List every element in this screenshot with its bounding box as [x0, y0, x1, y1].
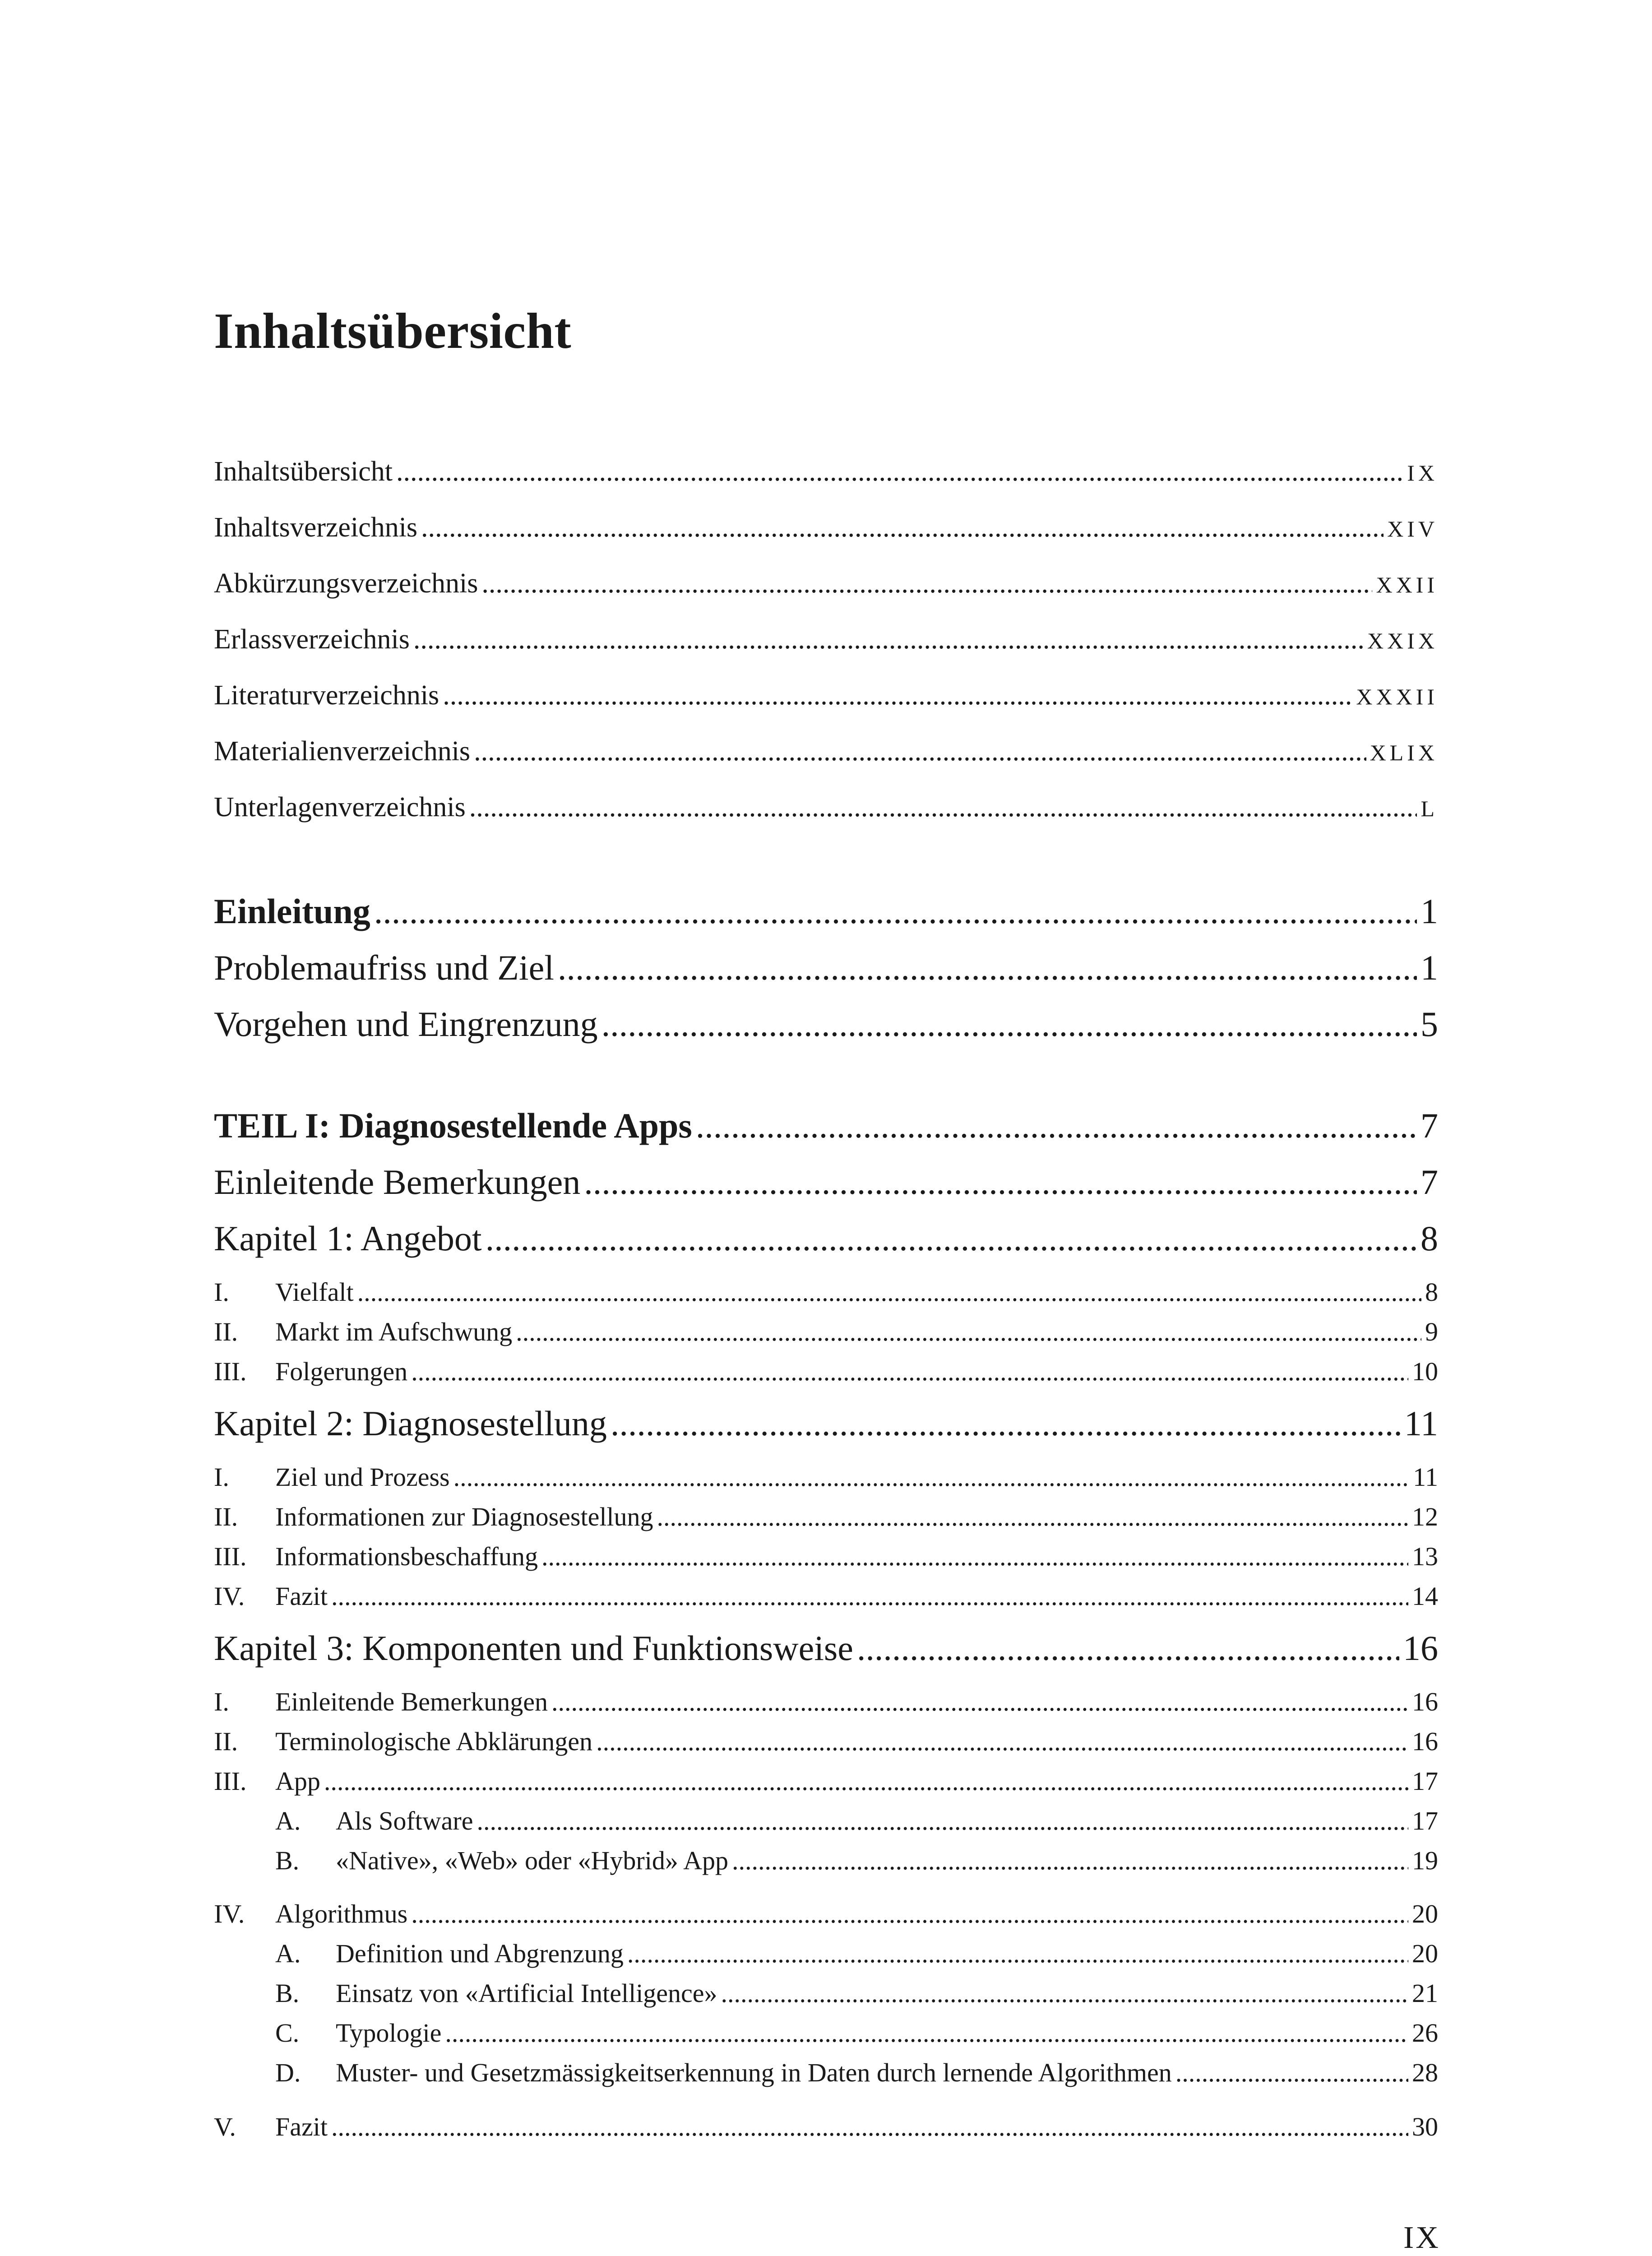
toc-entry-label: Markt im Aufschwung [275, 1317, 513, 1346]
leader-dots [331, 2112, 1408, 2142]
leader-dots [481, 568, 1372, 600]
toc-entry-page: 20 [1412, 1899, 1438, 1928]
leader-dots [443, 680, 1352, 712]
leader-dots [551, 1687, 1408, 1717]
leader-dots [331, 1581, 1408, 1611]
leader-dots [396, 456, 1403, 488]
page-number: IX [1403, 2220, 1440, 2255]
toc-entry-subsubsection[interactable] [275, 1978, 1438, 2008]
toc-entry-label: Kapitel 1: Angebot [214, 1219, 482, 1258]
leader-dots [558, 948, 1417, 988]
toc-entry-label: Inhaltsübersicht [214, 456, 393, 487]
toc-entry-subsection[interactable] [214, 1726, 1438, 1757]
toc-entry-label: Ziel und Prozess [275, 1462, 450, 1492]
toc-entry-page: XLIX [1370, 740, 1438, 765]
toc-entry-section[interactable] [214, 1004, 1438, 1045]
toc-entry-page: 28 [1412, 2058, 1438, 2087]
toc-entry-number: C. [275, 2018, 300, 2048]
leader-dots [857, 1628, 1399, 1669]
toc-entry-number: A. [275, 1806, 301, 1835]
toc-entry-number: III. [214, 1542, 247, 1571]
leader-dots [421, 512, 1384, 544]
leader-dots [721, 1978, 1408, 2008]
toc-entry-number: A. [275, 1939, 301, 1968]
toc-heading-teil-1[interactable] [214, 1105, 1438, 1146]
leader-dots [602, 1004, 1417, 1045]
toc-entry-front[interactable] [214, 680, 1438, 712]
toc-entry-label: Inhaltsverzeichnis [214, 512, 418, 543]
toc-entry-page: 11 [1413, 1462, 1438, 1492]
leader-dots [1175, 2057, 1408, 2088]
toc-entry-number: I. [214, 1277, 229, 1307]
toc-entry-label: Kapitel 2: Diagnosestellung [214, 1404, 607, 1443]
toc-entry-page: 8 [1421, 1219, 1438, 1258]
toc-entry-page: 7 [1421, 1162, 1438, 1202]
toc-entry-section[interactable] [214, 948, 1438, 988]
leader-dots [445, 2018, 1408, 2048]
toc-entry-label: App [275, 1766, 320, 1796]
toc-entry-label: «Native», «Web» oder «Hybrid» App [336, 1846, 728, 1875]
toc-entry-front[interactable] [214, 735, 1438, 767]
toc-entry-page: 8 [1425, 1277, 1438, 1307]
toc-chapter-heading[interactable] [214, 1218, 1438, 1259]
toc-entry-page: XXII [1376, 572, 1438, 597]
toc-entry-subsubsection[interactable] [275, 1806, 1438, 1836]
toc-entry-section[interactable] [214, 1162, 1438, 1202]
toc-entry-front[interactable] [214, 568, 1438, 600]
leader-dots [324, 1766, 1408, 1796]
toc-entry-label: Fazit [275, 1581, 328, 1611]
leader-dots [596, 1726, 1408, 1757]
toc-entry-number: B. [275, 1846, 300, 1875]
toc-entry-label: Terminologische Abklärungen [275, 1727, 593, 1756]
toc-entry-number: IV. [214, 1899, 245, 1928]
toc-entry-page: 5 [1421, 1004, 1438, 1044]
leader-dots [357, 1277, 1421, 1307]
toc-entry-label: Kapitel 3: Komponenten und Funktionsweise [214, 1628, 853, 1668]
leader-dots [611, 1403, 1401, 1444]
toc-entry-page: 1 [1421, 892, 1438, 931]
toc-entry-front[interactable] [214, 624, 1438, 656]
toc-entry-label: Abkürzungsverzeichnis [214, 568, 478, 599]
leader-dots [477, 1806, 1408, 1836]
toc-entry-label: Problemaufriss und Ziel [214, 948, 554, 987]
toc-entry-page: 26 [1412, 2018, 1438, 2048]
toc-entry-page: 14 [1412, 1581, 1438, 1611]
leader-dots [541, 1541, 1408, 1572]
leader-dots [374, 891, 1417, 932]
toc-entry-subsection[interactable] [214, 1502, 1438, 1532]
toc-entry-subsubsection[interactable] [275, 2018, 1438, 2048]
toc-entry-page: 1 [1421, 948, 1438, 987]
toc-entry-label: Muster- und Gesetzmässigkeitserkennung in Daten durch lernende Algorithmen [336, 2058, 1172, 2087]
toc-entry-front[interactable] [214, 456, 1438, 488]
toc-entry-label: Erlassverzeichnis [214, 624, 410, 655]
leader-dots [584, 1162, 1417, 1202]
toc-entry-label: Vielfalt [275, 1277, 354, 1307]
toc-entry-page: XXIX [1367, 628, 1438, 653]
toc-entry-label: Unterlagenverzeichnis [214, 792, 466, 823]
leader-dots [411, 1356, 1408, 1387]
toc-entry-label: Folgerungen [275, 1357, 408, 1386]
toc-entry-page: 17 [1412, 1766, 1438, 1796]
leader-dots [411, 1899, 1408, 1929]
toc-entry-page: 12 [1412, 1502, 1438, 1531]
toc-entry-front[interactable] [214, 791, 1438, 823]
toc-entry-subsection[interactable] [214, 1317, 1438, 1347]
toc-entry-front[interactable] [214, 512, 1438, 544]
leader-dots [413, 624, 1364, 656]
toc-chapter-heading[interactable] [214, 1403, 1438, 1444]
toc-entry-label: Algorithmus [275, 1899, 408, 1928]
toc-entry-subsection[interactable] [214, 1687, 1438, 1717]
toc-entry-subsection[interactable] [214, 1899, 1438, 1929]
toc-heading-einleitung[interactable] [214, 891, 1438, 932]
toc-entry-page: 10 [1412, 1357, 1438, 1386]
toc-entry-page: 19 [1412, 1846, 1438, 1875]
leader-dots [474, 735, 1366, 767]
toc-entry-number: II. [214, 1317, 238, 1346]
toc-entry-page: L [1421, 796, 1438, 821]
toc-entry-subsection[interactable] [214, 1541, 1438, 1572]
toc-entry-page: 30 [1412, 2112, 1438, 2141]
toc-entry-number: B. [275, 1979, 300, 2008]
toc-entry-page: 16 [1403, 1628, 1438, 1668]
toc-entry-number: I. [214, 1687, 229, 1716]
leader-dots [696, 1105, 1417, 1146]
toc-entry-number: D. [275, 2058, 301, 2087]
toc-entry-number: IV. [214, 1581, 245, 1611]
toc-entry-subsection[interactable] [214, 1356, 1438, 1387]
toc-entry-label: Vorgehen und Eingrenzung [214, 1004, 598, 1044]
toc-entry-label: Einsatz von «Artificial Intelligence» [336, 1979, 717, 2008]
toc-entry-subsection[interactable] [214, 1581, 1438, 1611]
toc-entry-page: 11 [1404, 1404, 1438, 1443]
toc-entry-number: I. [214, 1462, 229, 1492]
toc-entry-page: 16 [1412, 1687, 1438, 1716]
toc-entry-label: Einleitende Bemerkungen [214, 1162, 581, 1202]
toc-entry-page: XXXII [1356, 684, 1438, 709]
toc-entry-subsection[interactable] [214, 1766, 1438, 1796]
toc-entry-page: 7 [1421, 1106, 1438, 1145]
toc-entry-subsection[interactable] [214, 2112, 1438, 2142]
toc-entry-label: Einleitung [214, 892, 370, 931]
toc-entry-label: Literaturverzeichnis [214, 680, 440, 711]
toc-entry-label: TEIL I: Diagnosestellende Apps [214, 1106, 692, 1145]
toc-entry-label: Materialienverzeichnis [214, 736, 471, 767]
toc-entry-number: II. [214, 1727, 238, 1756]
toc-entry-subsubsection[interactable] [275, 1938, 1438, 1969]
toc-entry-number: II. [214, 1502, 238, 1531]
toc-entry-label: Informationsbeschaffung [275, 1542, 538, 1571]
leader-dots [732, 1845, 1408, 1876]
leader-dots [469, 791, 1417, 823]
toc-entry-subsection[interactable] [214, 1462, 1438, 1492]
page-title: Inhaltsübersicht [214, 303, 572, 359]
toc-entry-subsubsection[interactable] [275, 1845, 1438, 1876]
leader-dots [657, 1502, 1408, 1532]
toc-entry-page: 13 [1412, 1542, 1438, 1571]
toc-entry-label: Als Software [336, 1806, 473, 1835]
toc-entry-number: V. [214, 2112, 236, 2141]
leader-dots [516, 1317, 1421, 1347]
toc-entry-label: Fazit [275, 2112, 328, 2141]
toc-entry-page: 21 [1412, 1979, 1438, 2008]
toc-entry-label: Informationen zur Diagnosestellung [275, 1502, 653, 1531]
toc-entry-page: 9 [1425, 1317, 1438, 1346]
leader-dots [627, 1938, 1408, 1969]
toc-chapter-heading[interactable] [214, 1628, 1438, 1669]
toc-entry-page: 16 [1412, 1727, 1438, 1756]
leader-dots [453, 1462, 1410, 1492]
leader-dots [486, 1218, 1417, 1259]
toc-entry-label: Einleitende Bemerkungen [275, 1687, 548, 1716]
toc-entry-page: 17 [1412, 1806, 1438, 1835]
toc-entry-number: III. [214, 1357, 247, 1386]
toc-entry-label: Definition und Abgrenzung [336, 1939, 624, 1968]
toc-entry-page: 20 [1412, 1939, 1438, 1968]
toc-entry-subsection[interactable] [214, 1277, 1438, 1307]
toc-entry-page: IX [1407, 460, 1438, 485]
toc-entry-page: XIV [1387, 516, 1438, 541]
toc-entry-subsubsection[interactable] [275, 2057, 1438, 2088]
toc-entry-number: III. [214, 1766, 247, 1796]
toc-entry-label: Typologie [336, 2018, 442, 2048]
